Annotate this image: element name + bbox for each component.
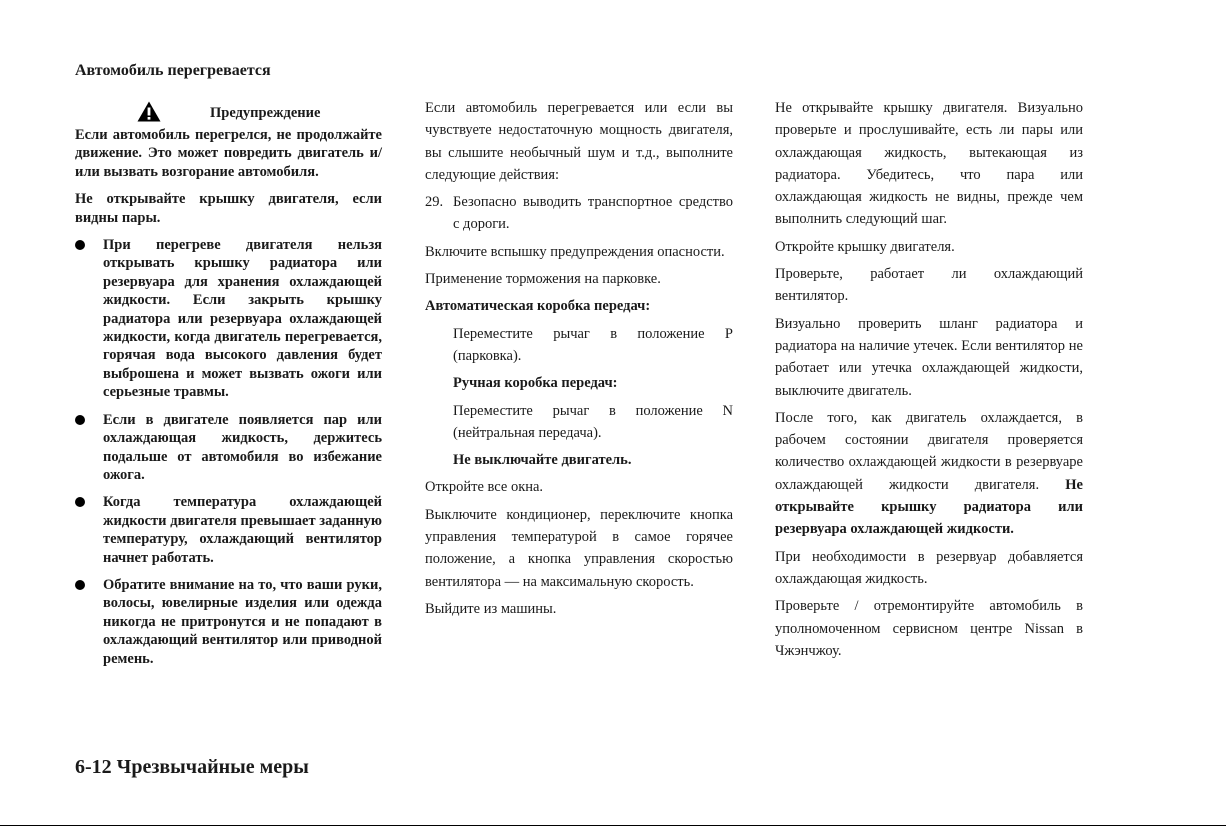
page-footer: 6-12 Чрезвычайные меры [75, 756, 309, 778]
auto-transmission-text: Переместите рычаг в положение P (парковка). [453, 325, 733, 364]
procedure-column [425, 97, 733, 625]
warning-bullet: При перегреве двигателя нельзя открывать крышку радиатора или резервуара для хранения охлаждающей жидкости. Если закрыть крышку радиатора или резервуара охлаждающей жидкости, когда двигатель перегревается, горячая вода высокого давления будет выброшена и может вызвать ожоги или серьезные травмы. [75, 236, 382, 402]
warning-paragraph: Не открывайте крышку двигателя, если видны пары. [75, 191, 382, 226]
bottom-rule [0, 825, 1226, 826]
climate-paragraph: Выключите кондиционер, переключите кнопка управления температурой в самое горячее положение, а кнопка управления скоростью вентилятора — на максимальную скорость. [425, 506, 733, 590]
warning-title: Предупреждение [210, 105, 321, 121]
warning-bullet: Обратите внимание на то, что ваши руки, волосы, ювелирные изделия или одежда никогда не притронутся и не попадают в охлаждающий вентилятор или приводной ремень. [75, 576, 382, 668]
inspection-column [775, 97, 1083, 667]
inspection-paragraph: Проверьте / отремонтируйте автомобиль в уполномоченном сервисном центре Nissan в Чжэнчжоу. [775, 598, 1083, 659]
step-text: Безопасно выводить транспортное средство с дороги. [453, 194, 733, 233]
parking-brake-paragraph: Применение торможения на парковке. [425, 271, 661, 288]
inspection-paragraph: После того, как двигатель охлаждается, в рабочем состоянии двигателя проверяется количество охлаждающей жидкости в резервуаре охлаждающей жидкости двигателя. Не открывайте крышку радиатора или резервуара охлаждающей жидкости. [775, 409, 1083, 538]
warning-bullet-list [75, 236, 382, 668]
inspection-paragraph: Визуально проверить шланг радиатора и радиатора на наличие утечек. Если вентилятор не работает или утечка охлаждающей жидкости, выключите двигатель. [775, 315, 1083, 399]
warning-bullet: Если в двигателе появляется пар или охлаждающая жидкость, держитесь подальше от автомобиля во избежание ожога. [75, 411, 382, 485]
warning-column [75, 101, 382, 677]
manual-transmission-text: Переместите рычаг в положение N (нейтральная передача). [453, 402, 733, 441]
inspection-paragraph: При необходимости в резервуар добавляется охлаждающая жидкость. [775, 548, 1083, 587]
exit-paragraph: Выйдите из машины. [425, 600, 557, 617]
warning-paragraph: Если автомобиль перегрелся, не продолжайте движение. Это может повредить двигатель и/или вызвать возгорание автомобиля. [75, 127, 382, 180]
auto-transmission-heading: Автоматическая коробка передач: [425, 298, 651, 315]
hazard-paragraph: Включите вспышку предупреждения опасности. [425, 243, 725, 260]
cap-warning-text: Не открывайте крышку радиатора или резервуара охлаждающей жидкости. [775, 476, 1083, 538]
windows-paragraph: Откройте все окна. [425, 479, 544, 496]
inspection-paragraph: Проверьте, работает ли охлаждающий вентилятор. [775, 266, 1083, 305]
bullet-dot-icon [75, 497, 85, 507]
bullet-dot-icon [75, 415, 85, 425]
section-title: Автомобиль перегревается [75, 62, 271, 79]
warning-bullet: Когда температура охлаждающей жидкости двигателя превышает заданную температуру, охлаждающий вентилятор начнет работать. [75, 493, 382, 567]
inspection-paragraph: Не открывайте крышку двигателя. Визуально проверьте и прослушивайте, есть ли пары или охлаждающая жидкость, вытекающая из радиатора. Убедитесь, что пара или охлаждающая жидкость не видны, прежде чем выполнить следующий шаг. [775, 100, 1083, 228]
warning-triangle-icon [137, 101, 161, 122]
manual-transmission-heading: Ручная коробка передач: [453, 375, 618, 392]
warning-header [75, 101, 382, 123]
engine-on-note: Не выключайте двигатель. [453, 452, 632, 469]
bullet-dot-icon [75, 580, 85, 590]
step-number: 29. [425, 194, 444, 211]
numbered-step [425, 191, 733, 236]
procedure-intro: Если автомобиль перегревается или если вы чувствуете недостаточную мощность двигателя, вы слышите необычный шум и т.д., выполните следующие действия: [425, 100, 733, 183]
bullet-dot-icon [75, 240, 85, 250]
inspection-paragraph: Откройте крышку двигателя. [775, 238, 955, 255]
